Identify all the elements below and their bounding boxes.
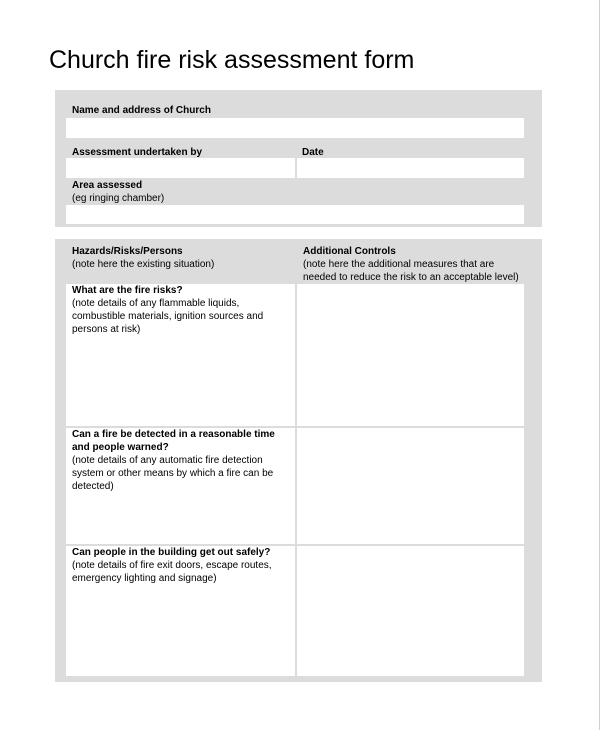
date-field[interactable] xyxy=(297,158,524,178)
row3-hint-line2: emergency lighting and signage) xyxy=(72,573,217,584)
row2-control-cell[interactable] xyxy=(297,428,524,544)
date-label: Date xyxy=(302,147,324,158)
col2-hint-line2: needed to reduce the risk to an acceptable level) xyxy=(303,272,519,283)
row1-hint-line2: combustible materials, ignition sources and xyxy=(72,311,264,322)
area-assessed-field[interactable] xyxy=(66,205,524,224)
row1-question: What are the fire risks? xyxy=(72,285,183,296)
church-name-label: Name and address of Church xyxy=(72,105,211,116)
row1-control-cell[interactable] xyxy=(297,284,524,426)
row3-question: Can people in the building get out safely? xyxy=(72,547,271,558)
church-name-field[interactable] xyxy=(66,118,524,138)
page-title: Church fire risk assessment form xyxy=(49,46,415,74)
row2-hint-line1: (note details of any automatic fire detection xyxy=(72,455,263,466)
col1-hint: (note here the existing situation) xyxy=(72,259,215,270)
row2-question-line2: and people warned? xyxy=(72,442,169,453)
row1-hint-line1: (note details of any flammable liquids, xyxy=(72,298,240,309)
assessment-by-label: Assessment undertaken by xyxy=(72,147,203,158)
col1-header: Hazards/Risks/Persons xyxy=(72,246,183,257)
row2-question-line1: Can a fire be detected in a reasonable time xyxy=(72,429,275,440)
area-assessed-hint: (eg ringing chamber) xyxy=(72,193,165,204)
row2-hint-line3: detected) xyxy=(72,481,114,492)
assessment-by-field[interactable] xyxy=(66,158,295,178)
col2-header: Additional Controls xyxy=(303,246,396,257)
row3-control-cell[interactable] xyxy=(297,546,524,676)
row2-hint-line2: system or other means by which a fire can be xyxy=(72,468,274,479)
row1-hint-line3: persons at risk) xyxy=(72,324,141,335)
area-assessed-label: Area assessed xyxy=(72,180,143,191)
col2-hint-line1: (note here the additional measures that are xyxy=(303,259,495,270)
row3-hint-line1: (note details of fire exit doors, escape routes, xyxy=(72,560,272,571)
